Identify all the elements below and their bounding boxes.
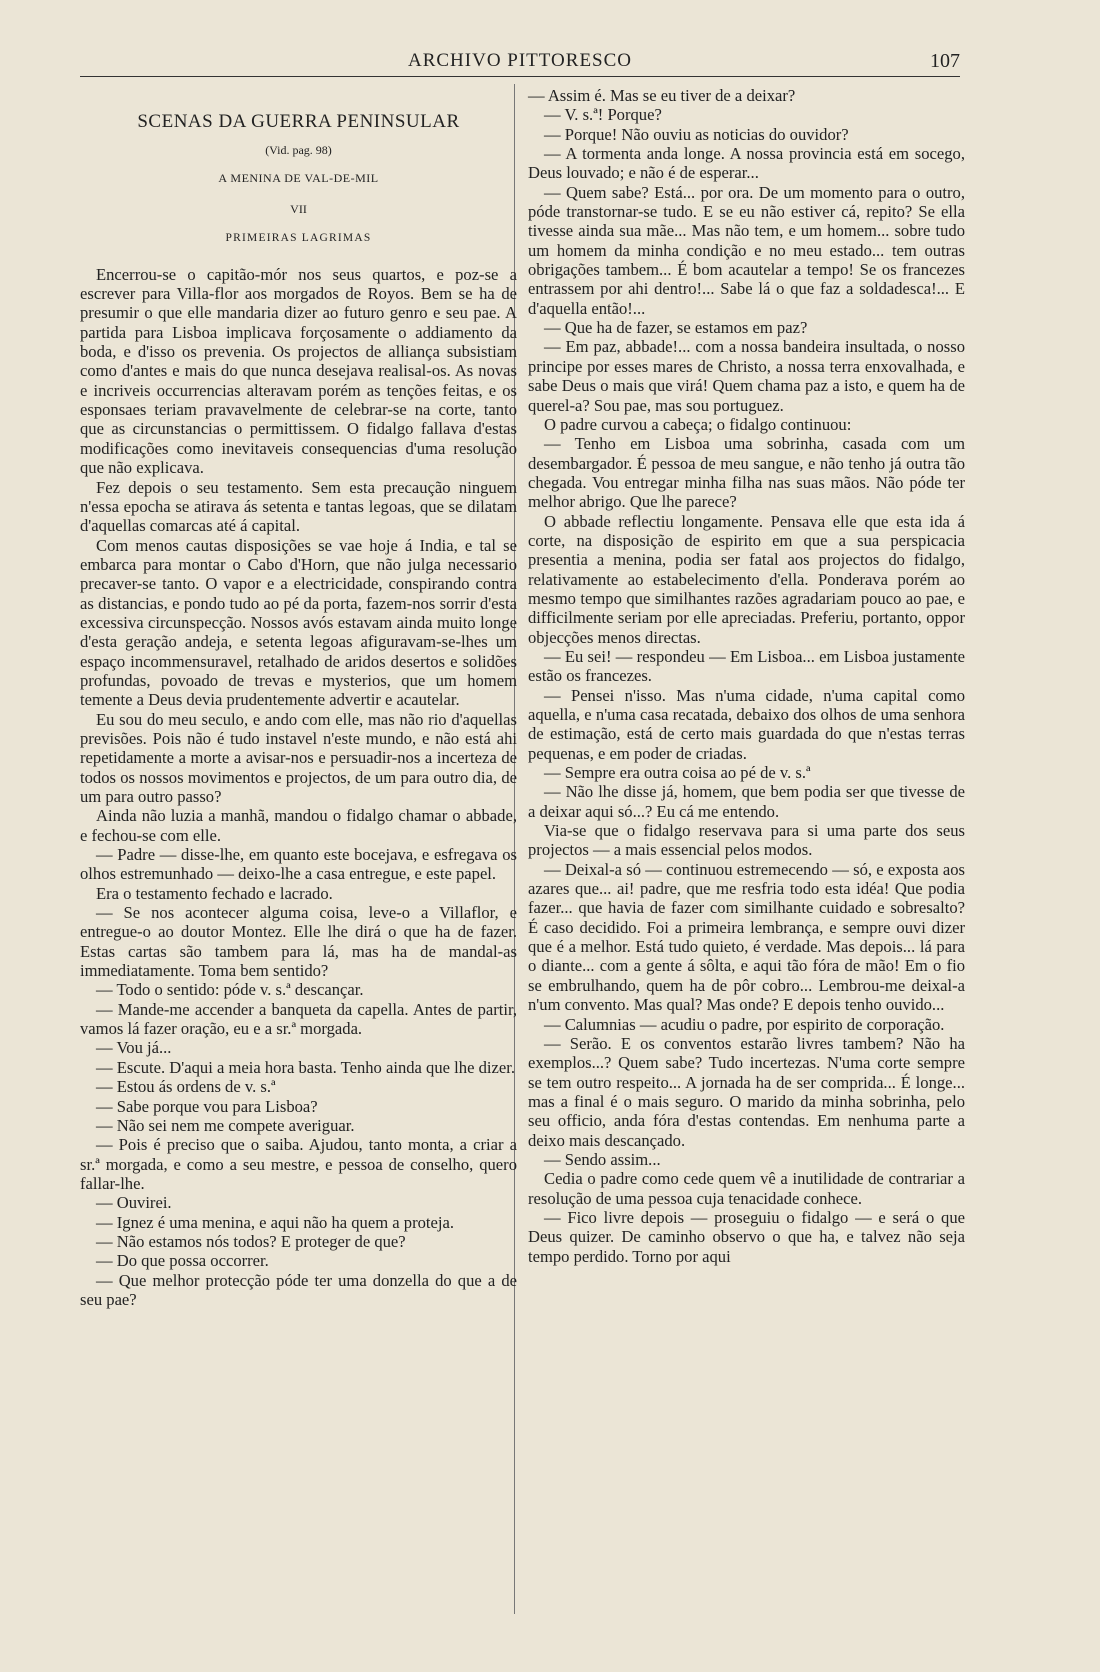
article-reference: (Vid. pag. 98) xyxy=(265,143,332,158)
paragraph: — Em paz, abbade!... com a nossa bandeira insultada, o nosso principe por esses mares de Christo, a nossa terra enxovalhada, e sabe Deus o mais que virá! Quem chama paz a isto, e quem ha de querel-a? Sou pae, mas sou portuguez. xyxy=(528,337,965,415)
paragraph: — Tenho em Lisboa uma sobrinha, casada com um desembargador. É pessoa de meu sangue, e não tenho já outra tão chegada. Vou entregar minha filha nas suas mãos. Não póde ter melhor abrigo. Que lhe parece? xyxy=(528,434,965,512)
paragraph: Era o testamento fechado e lacrado. xyxy=(96,883,333,903)
right-column xyxy=(528,86,965,1266)
paragraph: — Eu sei! — respondeu — Em Lisboa... em Lisboa justamente estão os francezes. xyxy=(528,646,965,686)
paragraph: Encerrou-se o capitão-mór nos seus quartos, e poz-se a escrever para Villa-flor aos morgados de Royos. Bem se ha de presumir o que elle mandaria dizer ao futuro genro e seu pae. A partida para Lisboa implicava forçosamente o addiamento da boda, e d'isso os prevenia. Os projectos de alliança subsistiam como d'antes e mais do que nunca desejava realisal-os. As novas e incriveis occurrencias alteravam porém as tenções feitas, e os esponsaes teriam pravavelmente de celebrar-se na corte, tanto que as circunstancias o permittissem. O fidalgo fallava d'estas modificações como inevitaveis consequencias d'uma resolução que não explicava. xyxy=(80,264,517,478)
paragraph: — Deixal-a só — continuou estremecendo — só, e exposta aos azares que... ai! padre, que me resfria todo esta idéa! Que podia fazer... que havia de fazer com similhante cuidado e sobresalto? É caso decidido. Foi a primeira lembrança, e sempre ouvi dizer que é a melhor. Está tudo quieto, é verdade. Mas depois... lá para o diante... com a gente á sôlta, e aqui tão fóra de mão! Em o fio se embrulhando, quem ha de pôr cobro... Lembrou-me deixal-a n'um convento. Mas qual? Mas onde? E depois tenho ouvido... xyxy=(528,859,965,1015)
paragraph: — Serão. E os conventos estarão livres tambem? Não ha exemplos...? Quem sabe? Tudo incertezas. N'uma corte sempre se tem outro respeito... A jornada ha de ser comprida... É longe... mas a final é o mais seguro. O marido da minha sobrinha, pelo seu officio, anda fóra d'estas contendas. Em nenhuma parte a deixo mais descançado. xyxy=(528,1033,965,1150)
paragraph: O abbade reflectiu longamente. Pensava elle que esta ida á corte, na disposição de espirito em que a sua perspicacia presentia a menina, podia ser fatal aos projectos do fidalgo, relativamente ao estabelecimento d'ella. Ponderava porém ao mesmo tempo que similhantes razões agradariam pouco ao pae, e difficilmente seriam por elle apreciadas. Preferiu, portanto, oppor objecções menos directas. xyxy=(528,511,965,647)
paragraph: Cedia o padre como cede quem vê a inutilidade de contrariar a resolução de uma pessoa cuja tenacidade conhece. xyxy=(528,1169,965,1208)
paragraph: Com menos cautas disposições se vae hoje á India, e tal se embarca para montar o Cabo d'Horn, que não julga necessario precaver-se tanto. O vapor e a electricidade, conspirando contra as distancias, e pondo tudo ao pé da porta, fazem-nos sorrir d'esta excessiva circunspecção. Nossos avós estavam ainda muito longe d'esta geração andeja, e setenta legoas afiguravam-se-lhes um espaço incommensuravel, retalhado de aridos desertos e solidões profundas, povoado de trevas e mysterios, que um homem tementе a Deus devia prudentemente advertir e acautelar. xyxy=(80,535,517,710)
paragraph: Fez depois o seu testamento. Sem esta precaução ninguem n'essa epocha se atirava ás setenta e tantas legoas, que se dilatam d'aquellas comarcas até á capital. xyxy=(80,477,517,536)
paragraph: — Calumnias — acudiu o padre, por espirito de corporação. xyxy=(544,1014,945,1034)
paragraph: — Fico livre depois — proseguiu o fidalgo — e será o que Deus quizer. De caminho observo o que ha, e talvez não seja tempo perdido. Torno por aqui xyxy=(528,1207,965,1266)
article-title: SCENAS DA GUERRA PENINSULAR xyxy=(137,111,460,132)
right-column-body xyxy=(528,86,965,1266)
paragraph: — Padre — disse-lhe, em quanto este bocejava, e esfregava os olhos estremunhado — deixo-lhe a casa entregue, e este papel. xyxy=(80,845,517,884)
paragraph: — Pensei n'isso. Mas n'uma cidade, n'uma capital como aquella, e n'uma casa recatada, debaixo dos olhos de uma senhora de estimação, está de certo mais guardada do que n'estas terras pequenas, e em poder de criadas. xyxy=(528,685,965,763)
paragraph: — Escute. D'aqui a meia hora basta. Tenho ainda que lhe dizer. xyxy=(96,1057,515,1077)
paragraph: Via-se que o fidalgo reservava para si uma parte dos seus projectos — a mais essencial pelos modos. xyxy=(528,821,965,860)
page-header xyxy=(80,48,960,77)
running-title: ARCHIVO PITTORESCO xyxy=(407,50,633,71)
paragraph: — Ouvirei. xyxy=(96,1193,172,1213)
paragraph: — Não sei nem me compete averiguar. xyxy=(96,1115,355,1135)
paragraph: — V. s.ª! Porque? xyxy=(544,105,662,125)
paragraph: — Todo o sentido: póde v. s.ª descançar. xyxy=(96,980,364,1000)
paragraph: — Mande-me accender a banqueta da capella. Antes de partir, vamos lá fazer oração, eu e a sr.ª morgada. xyxy=(80,999,517,1039)
paragraph: — Estou ás ordens de v. s.ª xyxy=(96,1077,276,1097)
chapter-title: PRIMEIRAS LAGRIMAS xyxy=(225,232,372,245)
paragraph: — Não estamos nós todos? E proteger de que? xyxy=(96,1231,406,1251)
paragraph: — Sabe porque vou para Lisboa? xyxy=(96,1096,318,1116)
paragraph: — Sempre era outra coisa ao pé de v. s.ª xyxy=(544,763,811,783)
chapter-number: VII xyxy=(290,202,307,217)
paragraph: — Quem sabe? Está... por ora. De um momento para o outro, póde transtornar-se tudo. E se eu não estiver cá, repito? Se ella tivesse ainda sua mãe... Mas não tem, e um homem... sobre tudo um homem da minha condição e no meu estado... tem outras obrigações tambem... É bom acautelar a tempo! Se os francezes entrassem por ahi dentro!... Sabe lá o que faz a soldadesca!... E d'aquella então!... xyxy=(528,182,965,318)
paragraph: — Que melhor protecção póde ter uma donzella do que a de seu pae? xyxy=(80,1270,517,1309)
paragraph: — Assim é. Mas se eu tiver de a deixar? xyxy=(528,86,796,105)
paragraph: — Do que possa occorrer. xyxy=(96,1251,269,1271)
article-subtitle: A MENINA DE VAL-DE-MIL xyxy=(218,170,379,185)
paragraph: — Porque! Não ouviu as noticias do ouvidor? xyxy=(544,124,849,144)
paragraph: — Se nos acontecer alguma coisa, leve-o a Villaflor, e entregue-o ao doutor Montez. Elle lhe dirá o que ha de fazer. Estas cartas são tambem para lá, mas ha de mandal-as immediatamente. Toma bem sentido? xyxy=(80,903,517,981)
left-column xyxy=(80,86,517,1309)
left-column-body xyxy=(80,265,517,1310)
paragraph: — Sendo assim... xyxy=(544,1149,661,1169)
paragraph: Ainda não luzia a manhã, mandou o fidalgo chamar o abbade, e fechou-se com elle. xyxy=(80,806,517,845)
paragraph: — Que ha de fazer, se estamos em paz? xyxy=(544,318,808,338)
paragraph: Eu sou do meu seculo, e ando com elle, mas não rio d'aquellas previsões. Pois não é tudo instavel n'este mundo, e não está ahi repetidamente a morte a avisar-nos e persuadir-nos a incerteza de todos os nossos movimentos e projectos, de um para outro dia, de um para outro passo? xyxy=(80,709,517,806)
paragraph: O padre curvou a cabeça; o fidalgo continuou: xyxy=(544,414,852,434)
paragraph: — Pois é preciso que o saiba. Ajudou, tanto monta, a criar a sr.ª morgada, e como a seu mestre, e pessoa de conselho, quero fallar-lhe. xyxy=(80,1135,517,1193)
paragraph: — Ignez é uma menina, e aqui não ha quem a proteja. xyxy=(96,1212,455,1232)
paragraph: — A tormenta anda longe. A nossa provincia está em socego, Deus louvado; e não é de esperar... xyxy=(528,144,965,183)
paragraph: — Não lhe disse já, homem, que bem podia ser que tivesse de a deixar aqui só...? Eu cá me entendo. xyxy=(528,782,965,821)
page-number: 107 xyxy=(930,50,960,72)
paragraph: — Vou já... xyxy=(96,1038,172,1058)
